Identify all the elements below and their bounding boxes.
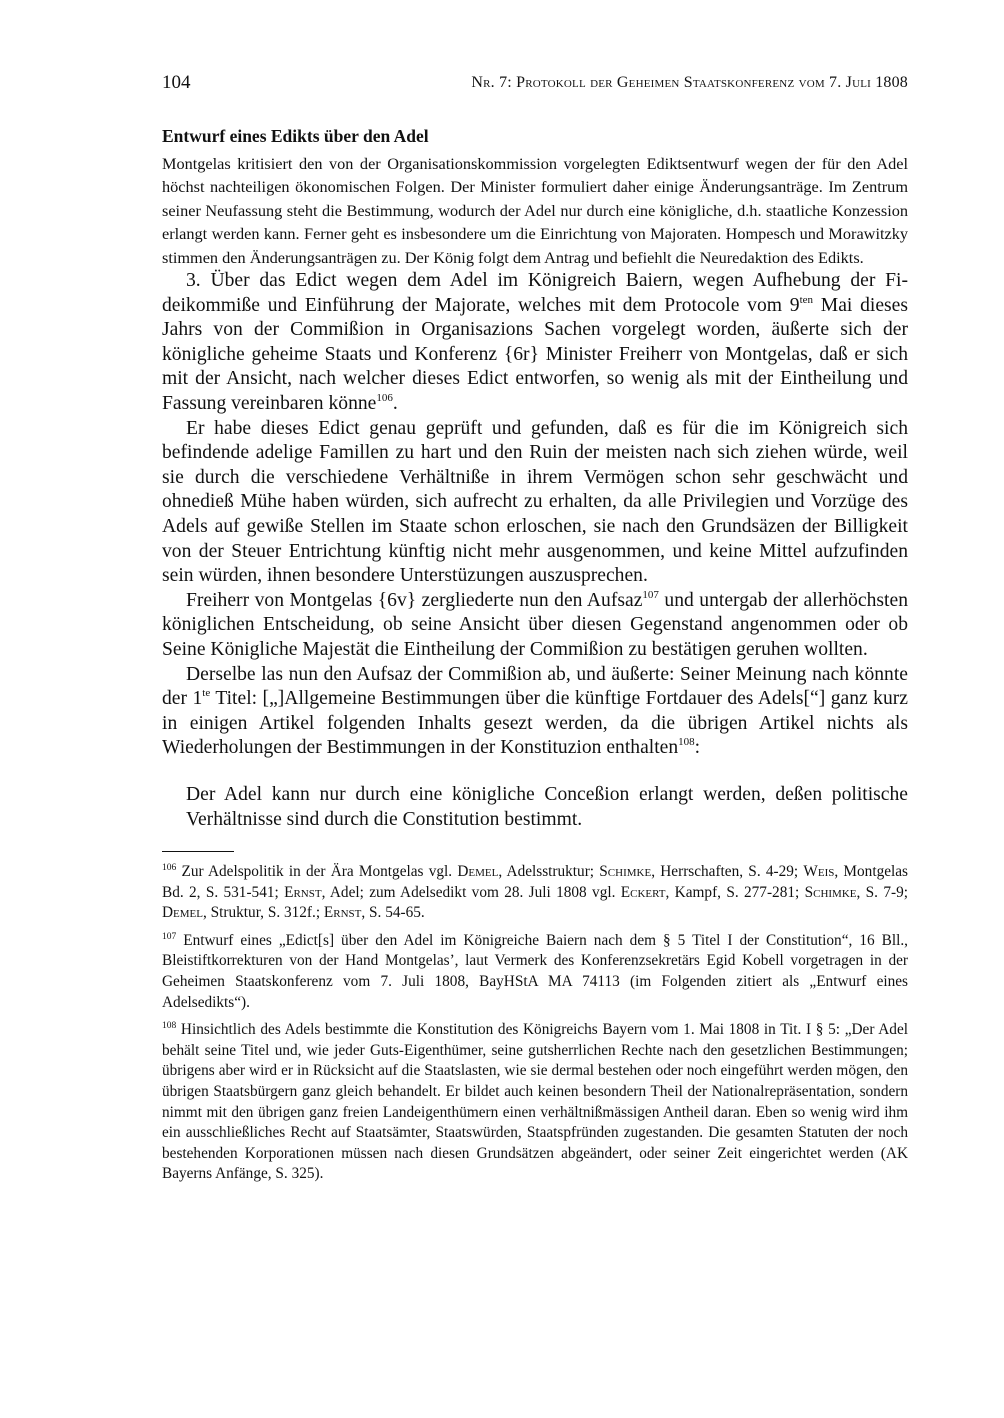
paragraph-text: Mai dieses Jahrs von der Commißion in Organisazions Sachen vorgelegt worden, äußerte sich der königliche geheime Staats und Konferenz {6r} Minister Freiherr von Montgelas, daß er sich mit der Ansicht, nach welcher dieses Edict entworfen, so wenig als mit der Eintheilung und Fassung vereinbaren könne bbox=[162, 294, 908, 414]
author-name: Ernst bbox=[284, 883, 322, 901]
section-title: Entwurf eines Edikts über den Adel bbox=[162, 126, 429, 146]
footnote-107 bbox=[162, 931, 908, 1013]
footnote-text: , Kampf, S. 277-281; bbox=[665, 883, 805, 901]
footnote-text: , Herrschaften, S. 4-29; bbox=[651, 863, 804, 881]
footnote-text: , Montgelas Bd. 2, S. 531-541; bbox=[162, 863, 908, 901]
author-name: Weis bbox=[803, 863, 835, 881]
author-name: Demel bbox=[162, 904, 203, 922]
author-name: Demel bbox=[457, 863, 499, 881]
footnote-number: 108 bbox=[162, 1021, 177, 1032]
page-number: 104 bbox=[162, 72, 191, 93]
page-header bbox=[162, 72, 908, 98]
paragraph-text: 3. Über das Edict wegen dem Adel im Königreich Baiern, wegen Aufhebung der Fideikommiße und Einführung der Majorate, welches mit dem Protocole vom 9 bbox=[162, 270, 908, 316]
footnote-text: , S. 54-65. bbox=[361, 904, 425, 922]
superscript: te bbox=[202, 687, 211, 700]
author-name: Schimke bbox=[599, 863, 652, 881]
running-head: Nr. 7: Protokoll der Geheimen Staatskonferenz vom 7. Juli 1808 bbox=[471, 74, 908, 91]
paragraph-text: : bbox=[694, 737, 701, 759]
footnote-ref-106[interactable]: 106 bbox=[376, 392, 393, 404]
footnote-number: 107 bbox=[162, 931, 177, 942]
footnote-text: Zur Adelspolitik in der Ära Montgelas vgl. bbox=[176, 863, 458, 881]
footnote-106 bbox=[162, 862, 908, 924]
paragraph-text: und untergab der allerhöchsten königlichen Entscheidung, ob seine Ansicht über diesen Gegenstand angenommen oder ob Seine Königliche Majestät die Eintheilung der Commißion zu bestätigen geruhen wollten. bbox=[162, 589, 908, 660]
paragraph-text: Titel: [„]Allgemeine Bestimmungen über die künftige Fortdauer des Adels[“] ganz kurz in einigen Artikel folgenden Inhalts gesezt werden, da die übrigen Artikel nichts als Wiederholungen der Bestimmungen in der Konstituzion enthalten bbox=[162, 688, 908, 759]
footnote-text: , Adel; zum Adelsedikt vom 28. Juli 1808 vgl. bbox=[321, 883, 621, 901]
paragraph-3 bbox=[162, 589, 908, 663]
footnote-108 bbox=[162, 1020, 908, 1185]
footnote-text: , Struktur, S. 312f.; bbox=[203, 904, 324, 922]
footnote-number: 106 bbox=[162, 863, 177, 874]
block-quote: Der Adel kann nur durch eine königliche Conceßion erlangt werden, deßen politische Verhältnisse sind durch die Constitution bestimmt. bbox=[186, 783, 908, 830]
paragraph-4 bbox=[162, 663, 908, 761]
footnote-text: , Adelsstruktur; bbox=[498, 863, 600, 881]
paragraph-text: Freiherr von Montgelas {6v} zergliederte nun den Aufsaz bbox=[186, 589, 643, 611]
author-name: Eckert bbox=[620, 883, 666, 901]
author-name: Schimke bbox=[804, 883, 857, 901]
section-summary: Montgelas kritisiert den von der Organisationskommission vorgelegten Ediktsentwurf wegen der für den Adel höchst nachteiligen ökonomischen Folgen. Der Minister formuliert daher einige Änderungsanträge. Im Zentrum seiner Neufassung steht die Bestimmung, wodurch der Adel nur durch eine königliche, d.h. staatliche Konzession erlangt werden kann. Ferner geht es insbesondere um die Einrichtung von Majoraten. Hompesch und Morawitzky stimmen den Änderungsanträgen zu. Der König folgt dem Antrag und befiehlt die Neuredaktion des Edikts. bbox=[162, 154, 908, 267]
footnote-text: Hinsichtlich des Adels bestimmte die Konstitution des Königreichs Bayern vom 1. Mai 1808 in Tit. I § 5: „Der Adel behält seine Titel und, wie jeder Guts-Eigenthümer, seine gutsherrlichen Rechte nach den gesetzlichen Bestimmungen; übrigens aber wird er in Rücksicht auf die Staatslasten, wie sie dermal bestehen oder noch eingeführt werden mögen, den übrigen Staatsbürgern ganz gleich behandelt. Er bildet auch keinen besondern Theil der Nationalrepräsentation, sondern nimmt mit den übrigen ganz freien Landeigenthümern einen verhältnißmässigen Antheil daran. Eben so wenig wird ihm ein ausschließliches Recht auf Staatsämter, Staatswürden, Staatspfründen zugestanden. Die gesamten Statuten der noch bestehenden Korporationen müssen nach diesen Grundsätzen abgeändert, oder seiner Zeit eingerichtet werden (AK Bayerns Anfänge, S. 325). bbox=[162, 1021, 908, 1183]
main-text bbox=[162, 124, 908, 1192]
footnote-divider bbox=[162, 851, 234, 852]
paragraph-text: . bbox=[392, 393, 398, 414]
footnote-ref-107[interactable]: 107 bbox=[642, 588, 659, 601]
paragraph-2: Er habe dieses Edict genau geprüft und gefunden, daß es für die im Königreich sich befindende adelige Famillen zu hart und den Ruin der meisten nach sich ziehen würde, weil sie durch die verschiedene Verhältniße in ihrem Vermögen schon sehr geschwächt und ohnedieß Mühe haben würden, sich aufrecht zu erhalten, da alle Privilegien und Vorzüge des Adels auf gewiße Stellen im Staate schon erloschen, sie nach den Grundsäzen der Billigkeit von der Steuer Entrichtung künftig nicht mehr ausgenommen, und keine Mittel aufzufinden sein würden, ihnen besondere Unterstüzungen auszusprechen. bbox=[162, 417, 908, 587]
footnote-ref-108[interactable]: 108 bbox=[678, 736, 695, 749]
paragraph-1 bbox=[162, 269, 908, 417]
footnote-text: , S. 7-9; bbox=[856, 883, 908, 901]
superscript: ten bbox=[799, 293, 814, 306]
author-name: Ernst bbox=[323, 904, 362, 922]
footnote-text: Entwurf eines „Edict[s] über den Adel im Königreiche Baiern nach dem § 5 Titel I der Constitution“, 16 Bll., Bleistiftkorrekturen von der Hand Montgelas’, laut Vermerk des Konferenzsekretärs Egid Kobell vorgetragen in der Geheimen Staatskonferenz vom 7. Juli 1808, BayHStA MA 74113 (im Folgenden zitiert als „Entwurf eines Adelsedikts“). bbox=[162, 931, 908, 1011]
paragraph-text: Derselbe las nun den Aufsaz der Commißion ab, und äußerte: Seiner Meinung nach könnte der 1 bbox=[162, 663, 908, 710]
